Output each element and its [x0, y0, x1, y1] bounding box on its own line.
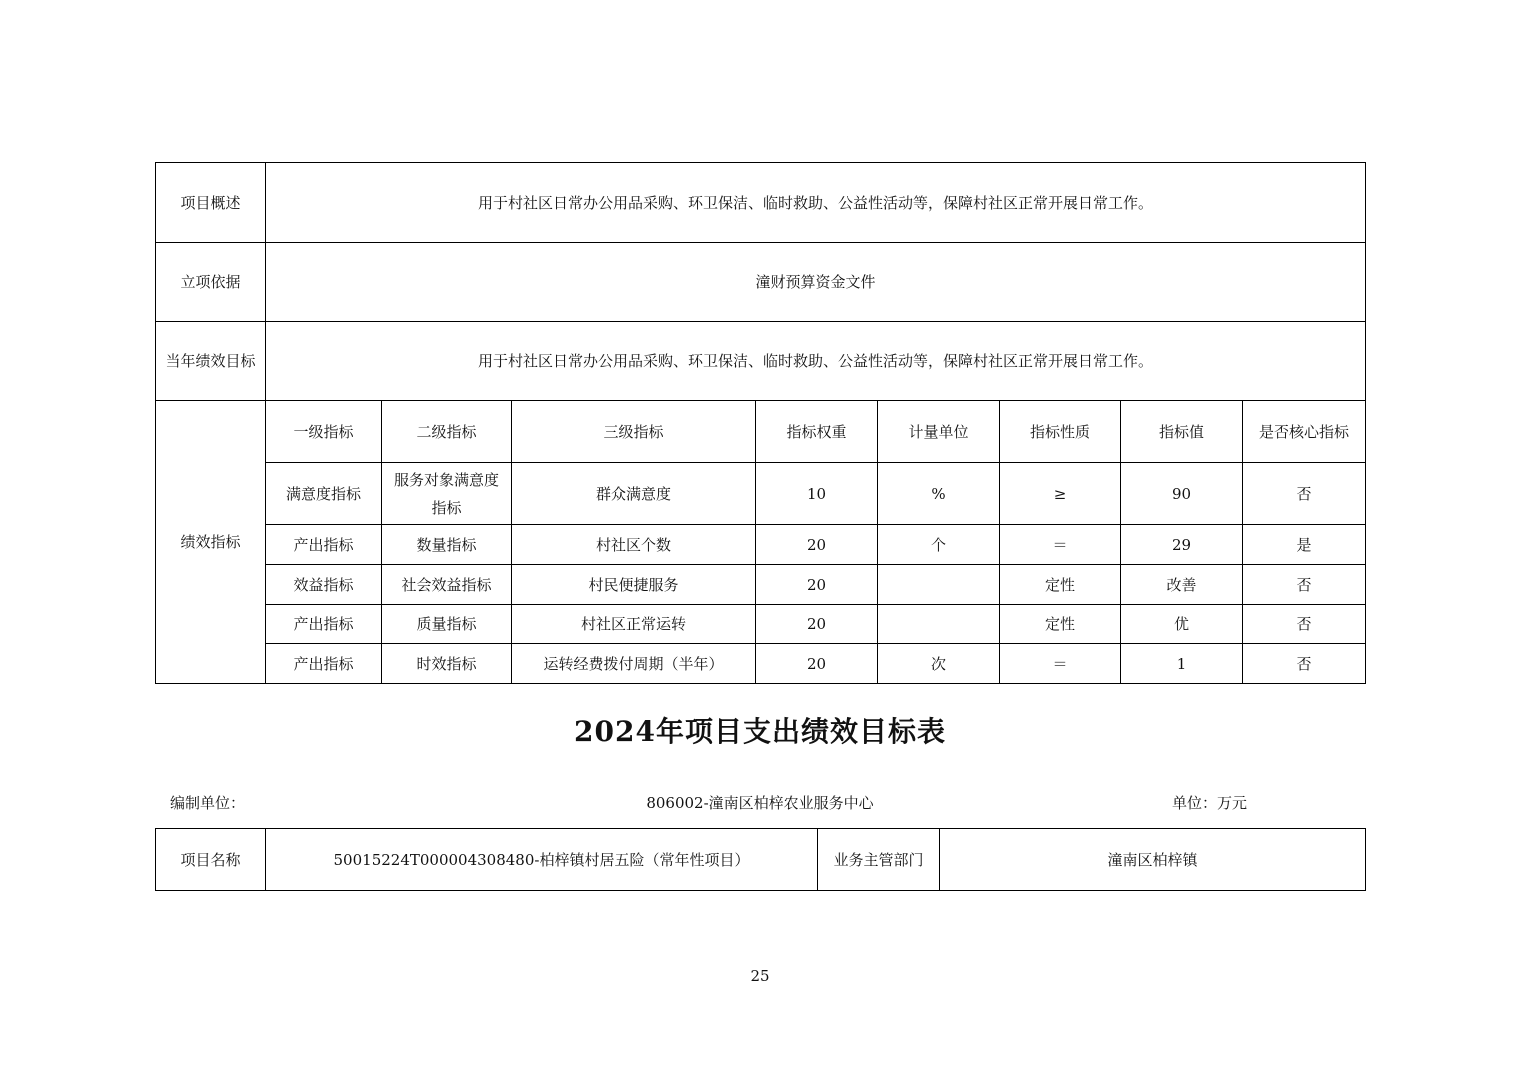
annual-goal-row: [156, 322, 1366, 401]
table-cell: 产出指标: [266, 605, 382, 644]
table-row: [156, 644, 1366, 684]
table-cell: 是: [1243, 525, 1366, 565]
table-cell: 20: [756, 605, 878, 644]
table-cell: 否: [1243, 565, 1366, 605]
overview-value: 用于村社区日常办公用品采购、环卫保洁、临时救助、公益性活动等，保障村社区正常开展日常工作。: [266, 163, 1366, 243]
table-cell: 质量指标: [382, 605, 512, 644]
table-cell: 29: [1121, 525, 1243, 565]
header-cell: 一级指标: [266, 401, 382, 463]
org-value: 806002-潼南区柏梓农业服务中心: [646, 794, 874, 812]
header-cell: 指标权重: [756, 401, 878, 463]
table-cell: 村社区个数: [512, 525, 756, 565]
annual-goal-value: 用于村社区日常办公用品采购、环卫保洁、临时救助、公益性活动等，保障村社区正常开展日常工作。: [266, 322, 1366, 401]
table-cell: 1: [1121, 644, 1243, 684]
table-cell: 服务对象满意度指标: [382, 463, 512, 525]
table-cell: 90: [1121, 463, 1243, 525]
basis-row: [156, 243, 1366, 322]
page-number: 25: [750, 967, 770, 985]
header-cell: 指标值: [1121, 401, 1243, 463]
table-cell: 产出指标: [266, 644, 382, 684]
header-cell: 是否核心指标: [1243, 401, 1366, 463]
annual-goal-label: 当年绩效目标: [156, 322, 266, 401]
unit-label: 单位：万元: [1172, 794, 1248, 812]
table-cell: 20: [756, 525, 878, 565]
table-row: [156, 565, 1366, 605]
table-cell: 10: [756, 463, 878, 525]
table-cell: ＝: [1000, 644, 1121, 684]
dept-label: 业务主管部门: [818, 829, 940, 891]
table-cell: 否: [1243, 644, 1366, 684]
project-name-label: 项目名称: [156, 829, 266, 891]
table-cell: 村民便捷服务: [512, 565, 756, 605]
table-cell: 个: [878, 525, 1000, 565]
performance-label: 绩效指标: [156, 401, 266, 684]
table-cell: %: [878, 463, 1000, 525]
table-cell: 效益指标: [266, 565, 382, 605]
table-cell: 20: [756, 565, 878, 605]
header-cell: 二级指标: [382, 401, 512, 463]
project-info-table: [155, 828, 1366, 891]
header-cell: 指标性质: [1000, 401, 1121, 463]
dept-value: 潼南区柏梓镇: [940, 829, 1366, 891]
basis-value: 潼财预算资金文件: [266, 243, 1366, 322]
table-row: [156, 463, 1366, 525]
table-row: [156, 525, 1366, 565]
table-cell: 运转经费拨付周期（半年）: [512, 644, 756, 684]
indicator-header-row: [156, 401, 1366, 463]
table-cell: 次: [878, 644, 1000, 684]
table-cell: 社会效益指标: [382, 565, 512, 605]
table-cell: 改善: [1121, 565, 1243, 605]
table-cell: 时效指标: [382, 644, 512, 684]
table-cell: 产出指标: [266, 525, 382, 565]
table-cell: 定性: [1000, 565, 1121, 605]
table-cell: 优: [1121, 605, 1243, 644]
table-cell: 定性: [1000, 605, 1121, 644]
overview-label: 项目概述: [156, 163, 266, 243]
table-cell: [878, 565, 1000, 605]
table-cell: 否: [1243, 463, 1366, 525]
header-cell: 三级指标: [512, 401, 756, 463]
table-cell: 群众满意度: [512, 463, 756, 525]
table-cell: [878, 605, 1000, 644]
basis-label: 立项依据: [156, 243, 266, 322]
table-cell: ≥: [1000, 463, 1121, 525]
header-cell: 计量单位: [878, 401, 1000, 463]
table-cell: 满意度指标: [266, 463, 382, 525]
table-cell: 否: [1243, 605, 1366, 644]
table-row: [156, 605, 1366, 644]
overview-row: [156, 163, 1366, 243]
table-cell: 数量指标: [382, 525, 512, 565]
performance-table-continued: [155, 162, 1366, 684]
project-row: [156, 829, 1366, 891]
table-cell: ＝: [1000, 525, 1121, 565]
org-label: 编制单位：: [170, 794, 246, 812]
section-title: 2024年项目支出绩效目标表: [574, 715, 946, 748]
table-cell: 20: [756, 644, 878, 684]
table-cell: 村社区正常运转: [512, 605, 756, 644]
project-name-value: 50015224T000004308480-柏梓镇村居五险（常年性项目）: [266, 829, 818, 891]
